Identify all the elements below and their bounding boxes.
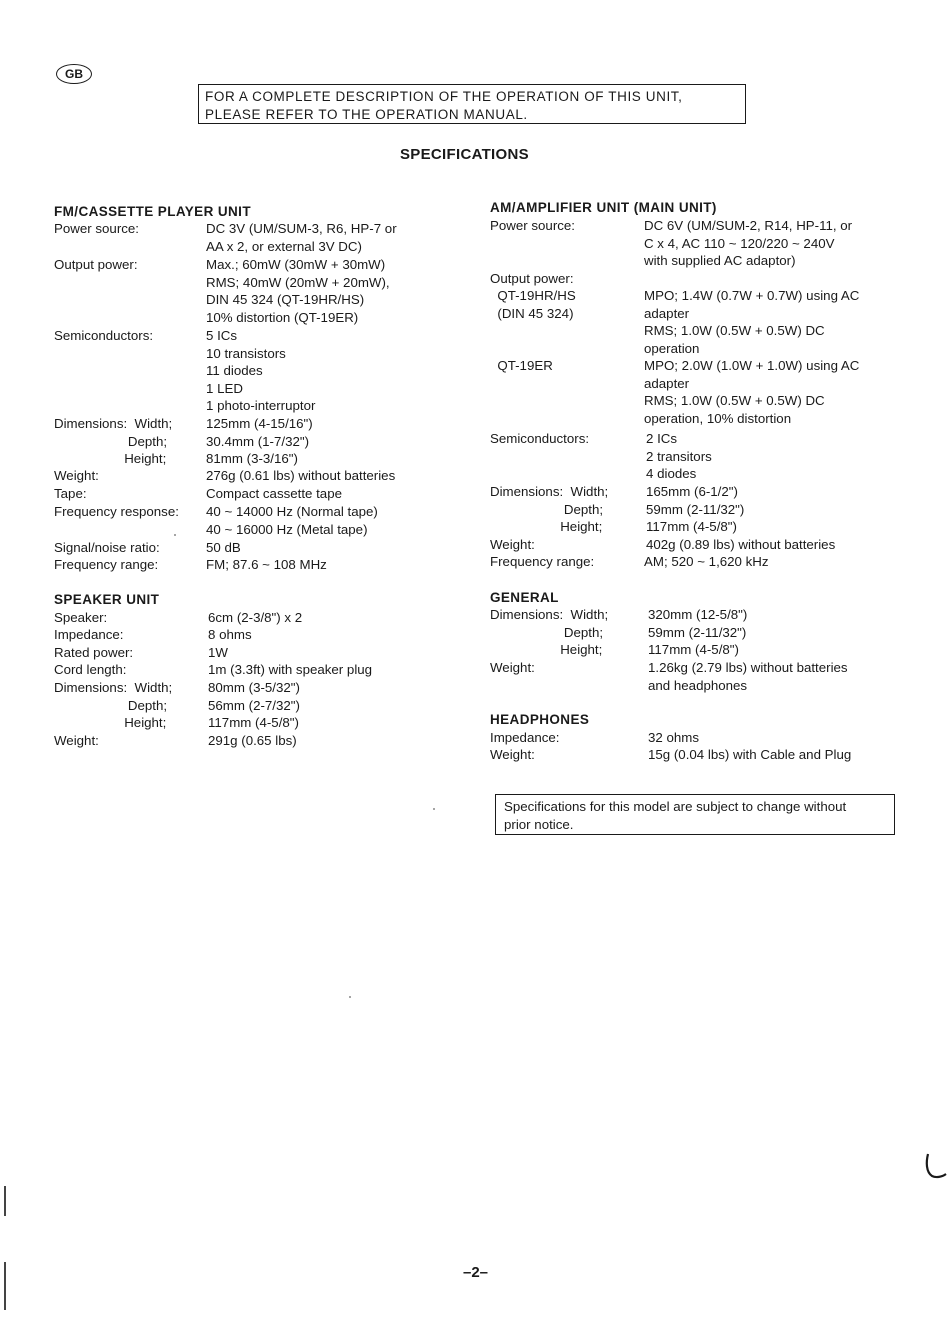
spec-label: Rated power: (54, 645, 134, 660)
spec-row (490, 536, 835, 554)
spec-value: 1m (3.3ft) with speaker plug (208, 662, 373, 677)
spec-label: Signal/noise ratio: (54, 540, 160, 555)
scan-speck (174, 534, 176, 536)
change-notice-box: Specifications for this model are subject to change without prior notice. (495, 794, 895, 835)
spec-value: Compact cassette tape (206, 486, 342, 501)
spec-value: 1W (208, 645, 228, 660)
spec-value: 125mm (4-15/16") 30.4mm (1-7/32") 81mm (3-3/16") (206, 416, 313, 467)
spec-label: Speaker: (54, 610, 108, 625)
spec-value: 50 dB (206, 540, 241, 555)
spec-row (54, 415, 313, 468)
spec-label: Power source: (490, 218, 575, 233)
spec-row (54, 609, 302, 627)
spec-row (54, 556, 327, 574)
spec-value: 165mm (6-1/2") 59mm (2-11/32") 117mm (4-5/8") (646, 484, 745, 535)
spec-row (54, 539, 241, 557)
fm-cassette-heading: FM/CASSETTE PLAYER UNIT (54, 204, 251, 219)
spec-row (54, 256, 390, 326)
spec-value: 5 ICs 10 transistors 11 diodes 1 LED 1 photo-interruptor (206, 328, 316, 414)
scan-speck (433, 808, 435, 810)
spec-value: 276g (0.61 lbs) without batteries (206, 468, 396, 483)
spec-row (54, 467, 395, 485)
margin-mark-icon (924, 1152, 948, 1184)
spec-value: DC 3V (UM/SUM-3, R6, HP-7 or AA x 2, or external 3V DC) (206, 221, 397, 254)
speaker-unit-heading: SPEAKER UNIT (54, 592, 160, 607)
spec-label: Cord length: (54, 662, 127, 677)
page-number: –2– (463, 1264, 489, 1281)
spec-label: Semiconductors: (490, 431, 590, 446)
spec-label: Weight: (490, 747, 535, 762)
spec-label: Impedance: (54, 627, 124, 642)
scan-edge-mark (4, 1262, 6, 1310)
spec-row (490, 746, 851, 764)
spec-value: MPO; 1.4W (0.7W + 0.7W) using AC adapter RMS; 1.0W (0.5W + 0.5W) DC operation (644, 288, 860, 356)
spec-value: 32 ohms (648, 730, 699, 745)
spec-label: QT-19HR/HS (DIN 45 324) (497, 288, 576, 321)
spec-label: Dimensions: Width; Depth; Height; (490, 484, 609, 535)
spec-row (54, 679, 300, 732)
spec-label: Frequency range: (490, 554, 595, 569)
spec-value: AM; 520 ~ 1,620 kHz (644, 554, 769, 569)
spec-row (54, 661, 372, 679)
spec-row (490, 270, 644, 288)
headphones-heading: HEADPHONES (490, 712, 590, 727)
general-heading: GENERAL (490, 590, 559, 605)
spec-row (490, 553, 769, 571)
spec-label: Weight: (490, 537, 535, 552)
spec-label: Power source: (54, 221, 139, 236)
spec-row (54, 327, 315, 415)
spec-row (54, 732, 297, 750)
spec-label: Dimensions: Width; Depth; Height; (54, 680, 173, 731)
spec-label: Frequency response: (54, 504, 179, 519)
spec-label: Output power: (490, 271, 574, 286)
spec-label: Weight: (54, 733, 99, 748)
am-amplifier-heading: AM/AMPLIFIER UNIT (MAIN UNIT) (490, 200, 717, 215)
scan-speck (349, 996, 351, 998)
operation-manual-notice: FOR A COMPLETE DESCRIPTION OF THE OPERATION OF THIS UNIT, PLEASE REFER TO THE OPERATION MANUAL. (198, 84, 746, 124)
spec-value: Max.; 60mW (30mW + 30mW) RMS; 40mW (20mW + 20mW), DIN 45 324 (QT-19HR/HS) 10% distortion (QT-19ER) (206, 257, 390, 325)
spec-value: 291g (0.65 lbs) (208, 733, 297, 748)
spec-label: Impedance: (490, 730, 560, 745)
gb-badge: GB (56, 64, 92, 84)
spec-label: Weight: (54, 468, 99, 483)
spec-value: 8 ohms (208, 627, 252, 642)
spec-label: Weight: (490, 660, 535, 675)
spec-label: Dimensions: Width; Depth; Height; (54, 416, 173, 467)
spec-value: 2 ICs 2 transitors 4 diodes (646, 431, 712, 482)
spec-row (490, 357, 859, 427)
spec-row (490, 430, 712, 483)
spec-row (490, 606, 747, 659)
spec-row (54, 503, 378, 538)
spec-row (54, 626, 252, 644)
spec-value: 320mm (12-5/8") 59mm (2-11/32") 117mm (4-5/8") (648, 607, 748, 658)
spec-value: FM; 87.6 ~ 108 MHz (206, 557, 327, 572)
spec-row (490, 287, 859, 357)
spec-value: 40 ~ 14000 Hz (Normal tape) 40 ~ 16000 Hz (Metal tape) (206, 504, 378, 537)
spec-row (490, 729, 699, 747)
spec-value: 402g (0.89 lbs) without batteries (646, 537, 836, 552)
spec-value: 80mm (3-5/32") 56mm (2-7/32") 117mm (4-5/8") (208, 680, 300, 731)
page-title: SPECIFICATIONS (400, 146, 529, 163)
spec-label: Tape: (54, 486, 87, 501)
spec-label: Dimensions: Width; Depth; Height; (490, 607, 609, 658)
spec-value: 15g (0.04 lbs) with Cable and Plug (648, 747, 852, 762)
spec-row (490, 659, 848, 694)
spec-label: QT-19ER (490, 358, 553, 373)
spec-value: 6cm (2-3/8") x 2 (208, 610, 303, 625)
spec-value: DC 6V (UM/SUM-2, R14, HP-11, or C x 4, AC 110 ~ 120/220 ~ 240V with supplied AC adaptor) (644, 218, 853, 269)
scan-edge-mark (4, 1186, 6, 1216)
spec-value: MPO; 2.0W (1.0W + 1.0W) using AC adapter RMS; 1.0W (0.5W + 0.5W) DC operation, 10% distortion (644, 358, 860, 426)
spec-label: Semiconductors: (54, 328, 154, 343)
spec-label: Output power: (54, 257, 138, 272)
spec-row (54, 485, 342, 503)
spec-row (490, 483, 744, 536)
spec-row (490, 217, 852, 270)
spec-row (54, 644, 228, 662)
spec-row (54, 220, 397, 255)
spec-label: Frequency range: (54, 557, 159, 572)
spec-value: 1.26kg (2.79 lbs) without batteries and headphones (648, 660, 848, 693)
